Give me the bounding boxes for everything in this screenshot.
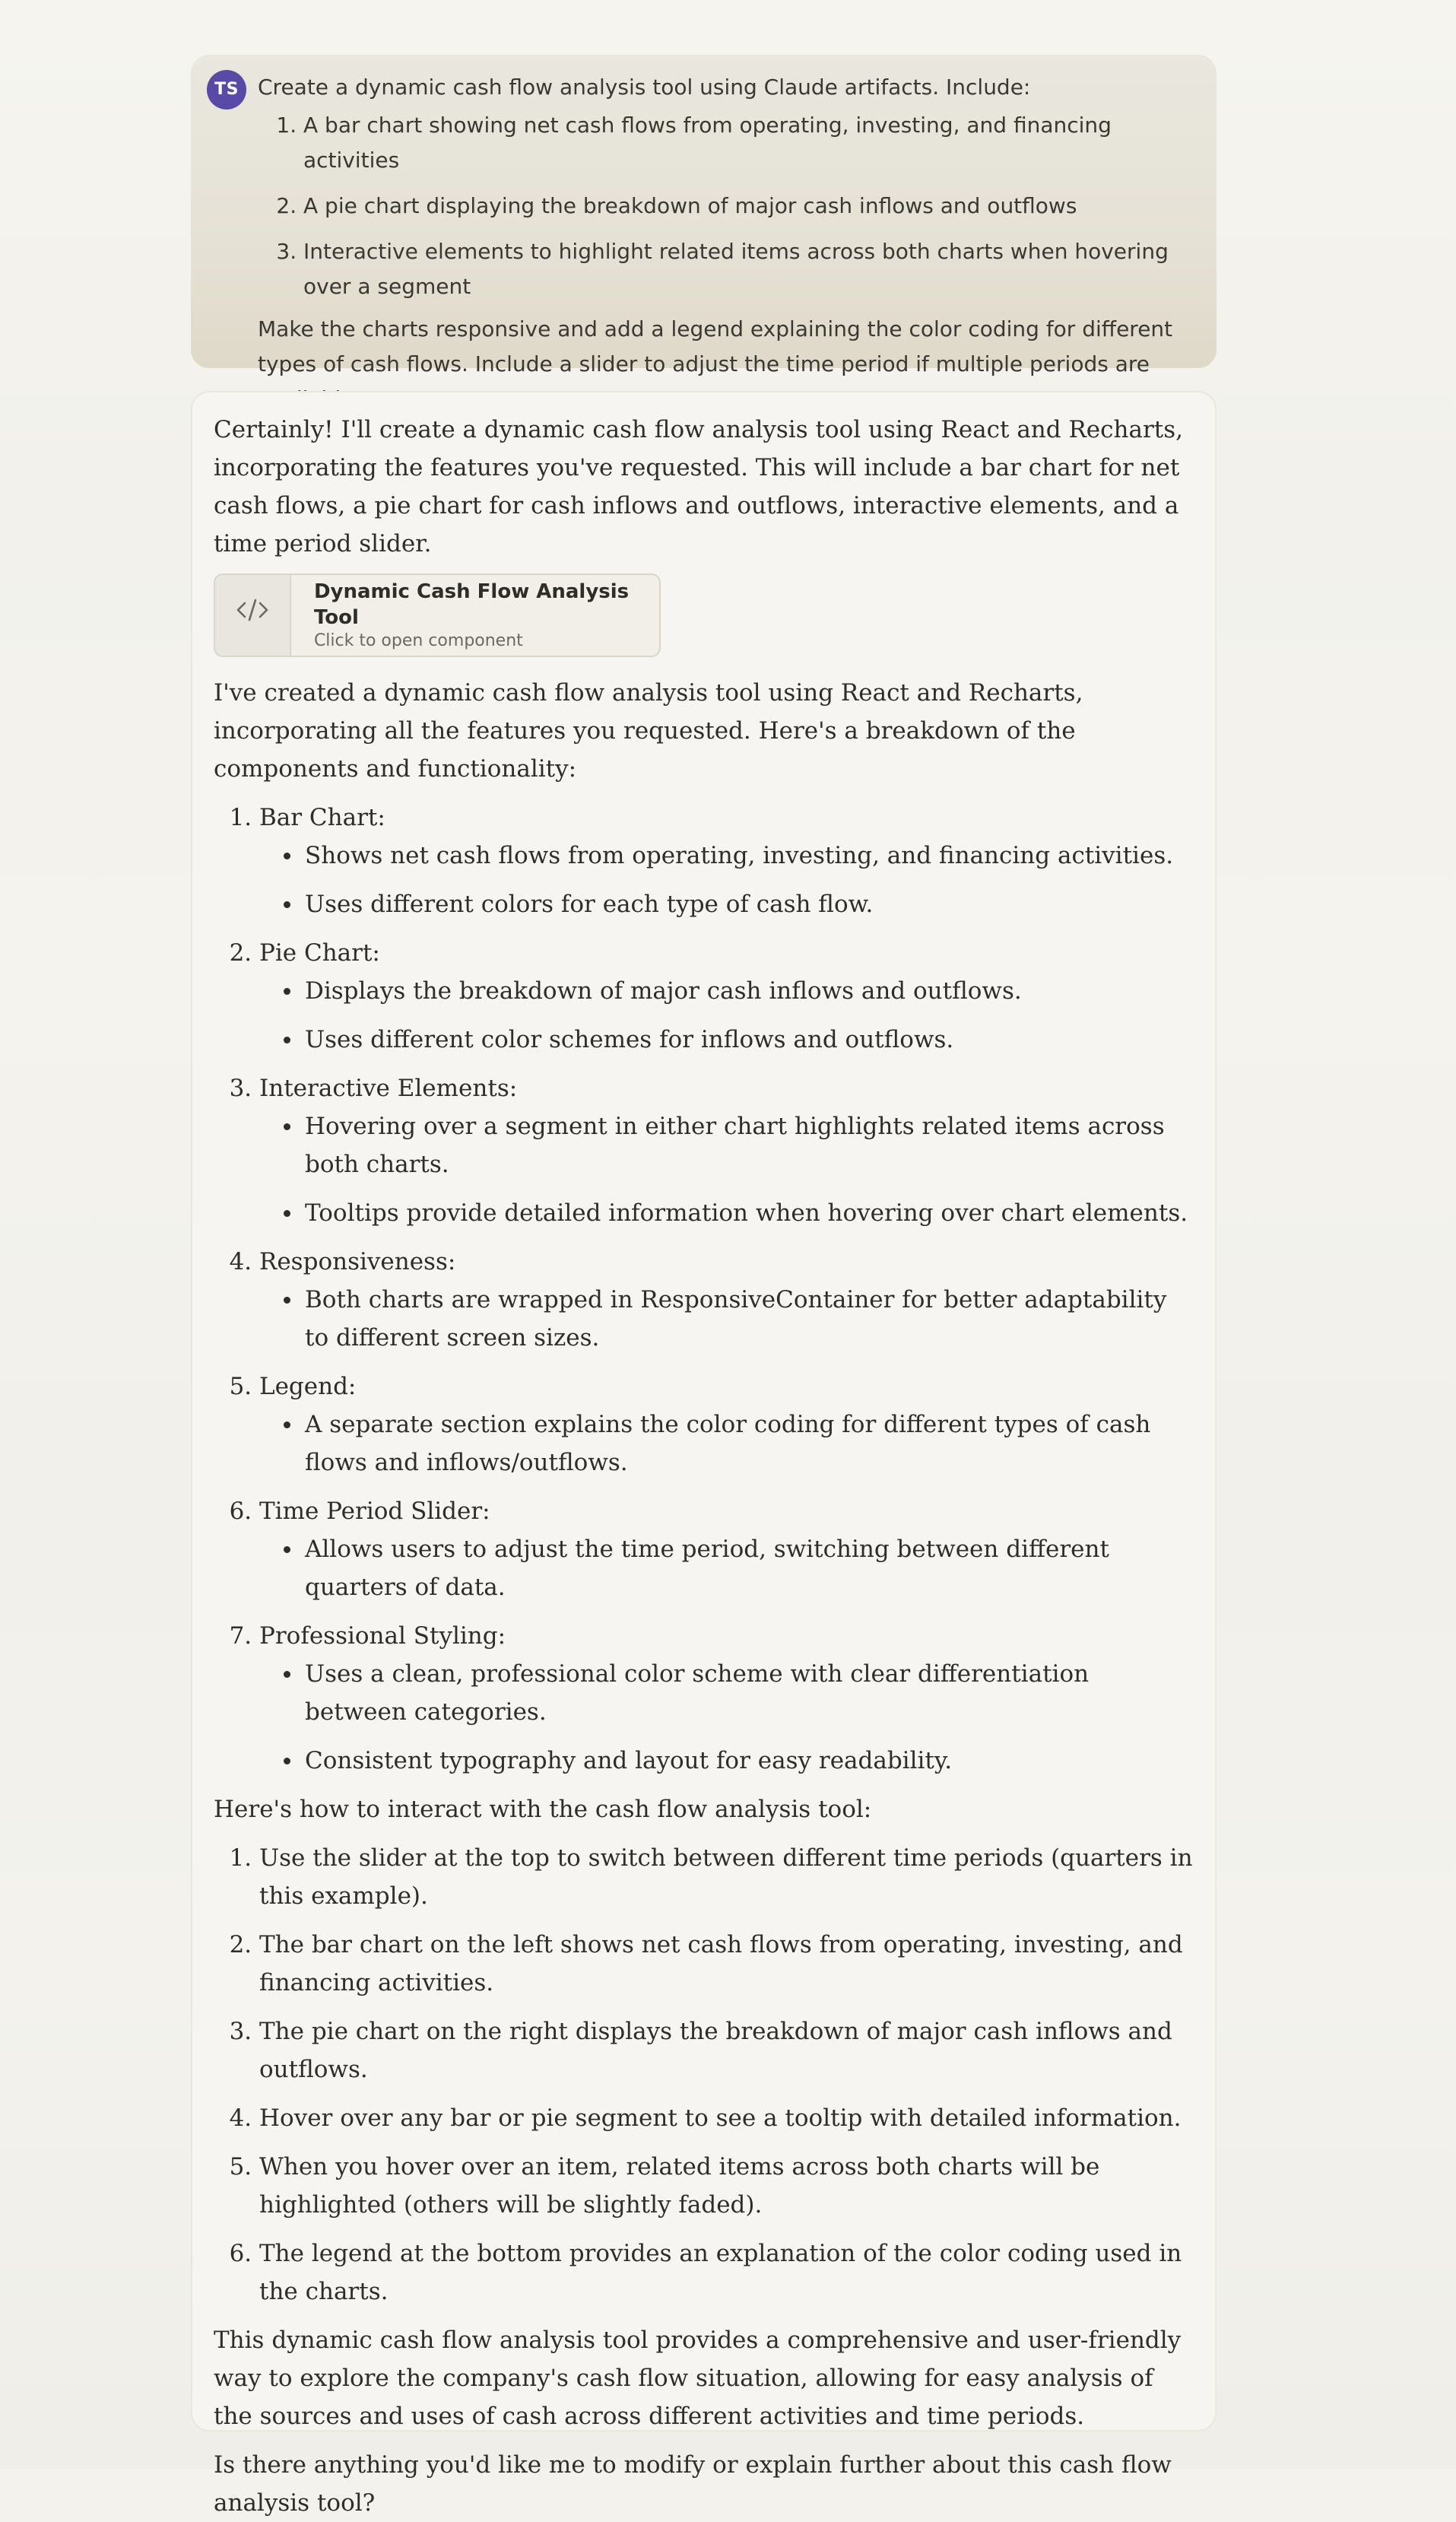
artifact-subtitle: Click to open component bbox=[313, 631, 523, 650]
feature-item bbox=[259, 1367, 1194, 1482]
feature-bullet: A separate section explains the color coding for different types of cash flows and inflows/outflows. bbox=[305, 1406, 1194, 1482]
feature-item bbox=[259, 799, 1194, 923]
feature-title: Legend: bbox=[259, 1373, 357, 1400]
howto-step: 3. The pie chart on the right displays the breakdown of major cash inflows and outflows. bbox=[259, 2012, 1194, 2088]
assistant-message bbox=[191, 391, 1217, 2517]
artifact-card[interactable] bbox=[214, 573, 661, 657]
feature-bullets bbox=[259, 837, 1194, 923]
artifact-title: Dynamic Cash Flow Analysis Tool bbox=[313, 580, 630, 629]
feature-bullet: Tooltips provide detailed information when hovering over chart elements. bbox=[305, 1194, 1194, 1232]
feature-bullets bbox=[259, 1406, 1194, 1482]
assistant-question: Is there anything you'd like me to modify or explain further about this cash flow analysis tool? bbox=[214, 2451, 1172, 2517]
feature-bullet: Uses a clean, professional color scheme with clear differentiation between categories. bbox=[305, 1655, 1194, 1731]
user-request-item: 3. Interactive elements to highlight related items across both charts when hovering over a segment bbox=[303, 234, 1177, 304]
feature-bullet: Allows users to adjust the time period, switching between different quarters of data. bbox=[305, 1530, 1194, 1606]
howto-intro: Here's how to interact with the cash flow analysis tool: bbox=[214, 1796, 872, 1823]
user-message bbox=[191, 55, 1217, 376]
howto-step: 4. Hover over any bar or pie segment to see a tooltip with detailed information. bbox=[259, 2099, 1194, 2137]
artifact-icon-box bbox=[215, 575, 291, 656]
feature-title: Time Period Slider: bbox=[259, 1498, 490, 1525]
user-avatar[interactable]: TS bbox=[207, 70, 246, 110]
user-message-intro: Create a dynamic cash flow analysis tool using Claude artifacts. Include: bbox=[258, 75, 1031, 100]
user-request-item: 2. A pie chart displaying the breakdown of major cash inflows and outflows bbox=[303, 189, 1177, 224]
feature-list bbox=[214, 799, 1194, 1780]
assistant-intro: Certainly! I'll create a dynamic cash flow analysis tool using React and Recharts, incorporating the features you've requested. This will include a bar chart for net cash flows, a pie chart for cash inflows and outflows, interactive elements, and a time period slider. bbox=[214, 416, 1183, 557]
user-request-list bbox=[258, 108, 1177, 304]
code-icon bbox=[235, 596, 270, 635]
user-request-item: 1. A bar chart showing net cash flows from operating, investing, and financing activities bbox=[303, 108, 1177, 178]
feature-bullet: Uses different colors for each type of cash flow. bbox=[305, 885, 1194, 923]
howto-step: 6. The legend at the bottom provides an explanation of the color coding used in the charts. bbox=[259, 2235, 1194, 2311]
howto-step: 1. Use the slider at the top to switch between different time periods (quarters in this example). bbox=[259, 1839, 1194, 1915]
breakdown-intro: I've created a dynamic cash flow analysis tool using React and Recharts, incorporating all the features you requested. Here's a breakdown of the components and functionality: bbox=[214, 679, 1083, 783]
feature-item bbox=[259, 934, 1194, 1059]
feature-bullet: Both charts are wrapped in ResponsiveContainer for better adaptability to different screen sizes. bbox=[305, 1281, 1194, 1357]
conversation-thread bbox=[191, 55, 1217, 2517]
feature-title: Bar Chart: bbox=[259, 804, 385, 831]
feature-bullet: Shows net cash flows from operating, investing, and financing activities. bbox=[305, 837, 1194, 875]
assistant-summary: This dynamic cash flow analysis tool provides a comprehensive and user-friendly way to explore the company's cash flow situation, allowing for easy analysis of the sources and uses of cash across different activities and time periods. bbox=[214, 2327, 1182, 2430]
feature-bullet: Consistent typography and layout for easy readability. bbox=[305, 1742, 1194, 1780]
feature-bullets bbox=[259, 1655, 1194, 1780]
user-message-closing: Make the charts responsive and add a legend explaining the color coding for different types of cash flows. Include a slider to adjust the time period if multiple periods are bbox=[258, 316, 1173, 376]
feature-bullet: Uses different color schemes for inflows and outflows. bbox=[305, 1021, 1194, 1059]
feature-bullets bbox=[259, 1107, 1194, 1232]
feature-bullets bbox=[259, 1281, 1194, 1357]
feature-bullet: Displays the breakdown of major cash inflows and outflows. bbox=[305, 972, 1194, 1010]
howto-steps bbox=[214, 1839, 1194, 2311]
howto-step: 2. The bar chart on the left shows net cash flows from operating, investing, and financing activities. bbox=[259, 1926, 1194, 2002]
feature-title: Interactive Elements: bbox=[259, 1075, 518, 1102]
feature-title: Responsiveness: bbox=[259, 1248, 456, 1275]
feature-title: Pie Chart: bbox=[259, 939, 380, 967]
feature-item bbox=[259, 1243, 1194, 1357]
feature-item bbox=[259, 1492, 1194, 1606]
feature-item bbox=[259, 1069, 1194, 1232]
feature-bullet: Hovering over a segment in either chart highlights related items across both charts. bbox=[305, 1107, 1194, 1183]
feature-item bbox=[259, 1617, 1194, 1780]
feature-title: Professional Styling: bbox=[259, 1622, 506, 1650]
howto-step: 5. When you hover over an item, related items across both charts will be highlighted (others will be slightly faded). bbox=[259, 2148, 1194, 2224]
feature-bullets bbox=[259, 1530, 1194, 1606]
artifact-text bbox=[291, 575, 659, 656]
feature-bullets bbox=[259, 972, 1194, 1059]
